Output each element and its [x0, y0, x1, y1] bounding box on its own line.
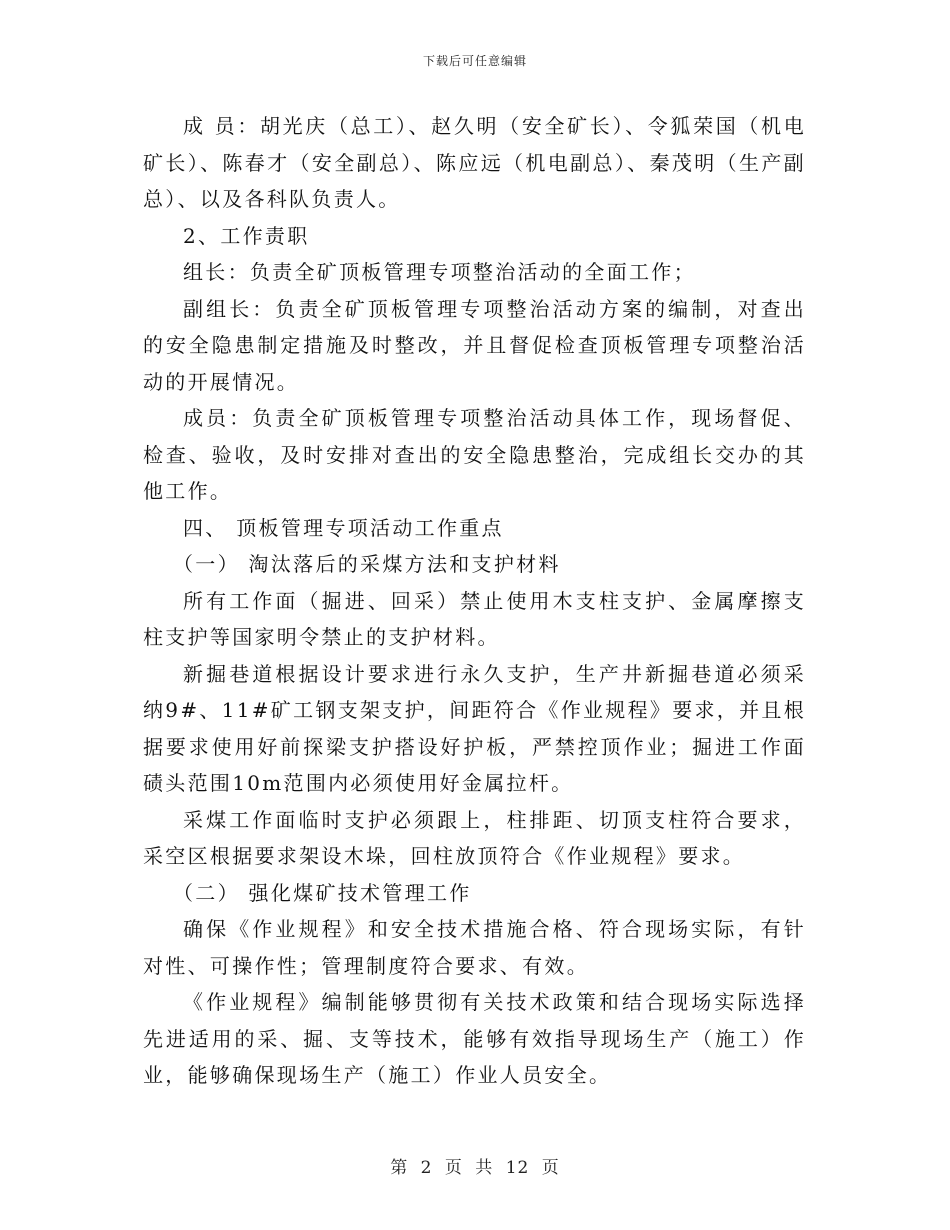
paragraph-working-faces: 所有工作面（掘进、回采）禁止使用木支柱支护、金属摩擦支柱支护等国家明令禁止的支护材料。	[143, 588, 806, 649]
paragraph-deputy-leader: 副组长：负责全矿顶板管理专项整治活动方案的编制，对查出的安全隐患制定措施及时整改，并且督促检查顶板管理专项整治活动的开展情况。	[143, 296, 806, 394]
heading-section-four: 四、 顶板管理专项活动工作重点	[183, 515, 504, 540]
paragraph-regulations-compilation: 《作业规程》编制能够贯彻有关技术政策和结合现场实际选择先进适用的采、掘、支等技术，能够有效指导现场生产（施工）作业，能够确保现场生产（施工）作业人员安全。	[143, 990, 806, 1087]
heading-duties: 2、工作责职	[183, 223, 310, 248]
document-body	[143, 108, 806, 1094]
paragraph-regulations-quality: 确保《作业规程》和安全技术措施合格、符合现场实际，有针对性、可操作性；管理制度符合要求、有效。	[143, 917, 806, 978]
paragraph-group-leader: 组长：负责全矿顶板管理专项整治活动的全面工作；	[183, 260, 696, 284]
page-header: 下载后可任意编辑	[422, 54, 527, 68]
paragraph-new-roadways: 新掘巷道根据设计要求进行永久支护，生产井新掘巷道必须采纳9#、11#矿工钢支架支护，间距符合《作业规程》要求，并且根据要求使用好前探梁支护搭设好护板，严禁控顶作业；掘进工作面碛头范围10m范围内必须使用好金属拉杆。	[143, 661, 806, 795]
heading-subsection-two: （二） 强化煤矿技术管理工作	[173, 880, 472, 905]
paragraph-member-duties: 成员：负责全矿顶板管理专项整治活动具体工作，现场督促、检查、验收，及时安排对查出的安全隐患整治，完成组长交办的其他工作。	[143, 406, 806, 503]
paragraph-mining-face-support: 采煤工作面临时支护必须跟上，柱排距、切顶支柱符合要求，采空区根据要求架设木垛，回柱放顶符合《作业规程》要求。	[143, 807, 806, 868]
heading-subsection-one: （一） 淘汰落后的采煤方法和支护材料	[173, 552, 561, 576]
page-number: 第 2 页 共 12 页	[390, 1158, 560, 1178]
paragraph-members: 成 员：胡光庆（总工）、赵久明（安全矿长）、令狐荣国（机电矿长）、陈春才（安全副总）、陈应远（机电副总）、秦茂明（生产副总）、以及各科队负责人。	[143, 114, 806, 211]
